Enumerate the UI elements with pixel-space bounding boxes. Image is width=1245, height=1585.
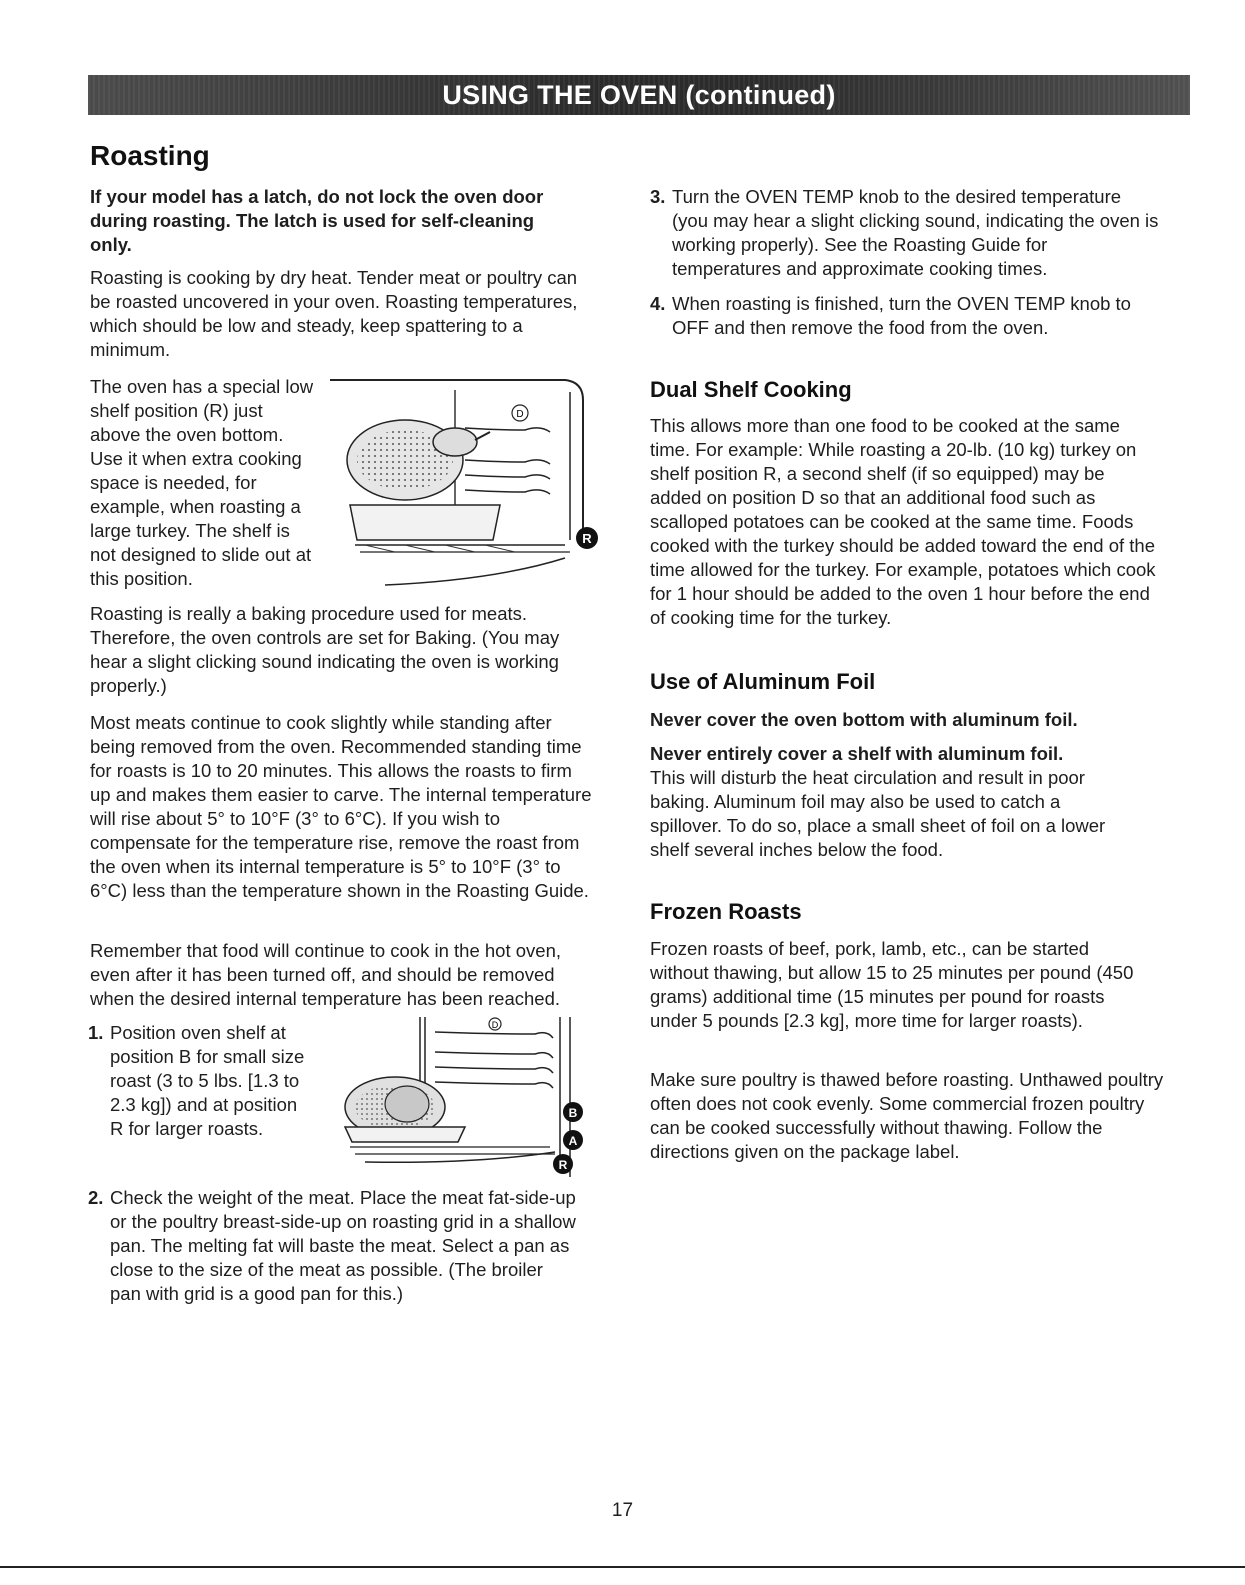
dual-shelf-text: This allows more than one food to be cooked at the same time. For example: While roasting a 20-lb. (10 kg) turkey on shelf position R, a second shelf (if so equipped) may be added on position D so that an additional food such as scalloped potatoes can be cooked at the same time. Foods cooked with the turkey should be added toward the end of the time allowed for the turkey. For example, potatoes which cook for 1 hour should be added to the oven 1 hour before the end of cooking time for the turkey. — [650, 415, 1156, 628]
frozen-roasts-text: Frozen roasts of beef, pork, lamb, etc., can be started without thawing, but allow 15 to 25 minutes per pound (450 grams) additional time (15 minutes per pound for roasts under 5 pounds [2.3 kg], more time for larger roasts). — [650, 938, 1134, 1031]
turkey-oven-svg — [325, 370, 600, 595]
latch-warning: If your model has a latch, do not lock the oven door during roasting. The latch is used for self-cleaning only. — [90, 186, 544, 255]
roast-oven-svg — [325, 1012, 600, 1187]
step-1-number: 1. — [88, 1022, 104, 1043]
step-2 — [88, 1186, 578, 1306]
step-2-number: 2. — [88, 1187, 104, 1208]
page-number: 17 — [611, 1500, 634, 1521]
foil-warning-2: Never entirely cover a shelf with aluminum foil. — [650, 743, 1064, 764]
dual-shelf-heading: Dual Shelf Cooking — [650, 377, 852, 402]
baking-procedure-text: Roasting is really a baking procedure used for meats. Therefore, the oven controls are set for Baking. (You may hear a slight clicking sound indicating the oven is working properly.) — [90, 603, 560, 696]
aluminum-foil-heading: Use of Aluminum Foil — [650, 669, 876, 694]
fig2-label-b: B — [568, 1106, 578, 1120]
fig2-label-r: R — [558, 1158, 568, 1172]
fig2-label-a: A — [568, 1134, 578, 1148]
section-banner — [88, 75, 1190, 115]
bottom-rule — [0, 1566, 1245, 1568]
foil-warning-1: Never cover the oven bottom with aluminum foil. — [650, 709, 1078, 730]
fig2-label-top: D — [491, 1020, 499, 1030]
step-3-text: Turn the OVEN TEMP knob to the desired temperature (you may hear a slight clicking sound, indicating the oven is working properly). See the Roasting Guide for temperatures and approximate cooking times. — [672, 186, 1159, 279]
step-4-text: When roasting is finished, turn the OVEN TEMP knob to OFF and then remove the food from the oven. — [672, 293, 1131, 338]
step-3-number: 3. — [650, 186, 666, 207]
fig1-label-top: D — [516, 409, 524, 420]
step-4-number: 4. — [650, 293, 666, 314]
step-2-text: Check the weight of the meat. Place the meat fat-side-up or the poultry breast-side-up on roasting grid in a shallow pan. The melting fat will baste the meat. Select a pan as close to the size of the meat as possible. (The broiler pan with grid is a good pan for this.) — [110, 1187, 576, 1304]
standing-time-text: Most meats continue to cook slightly while standing after being removed from the oven. Recommended standing time for roasts is 10 to 20 minutes. This allows the roasts to firm up and makes them easier to carve. The internal temperature will rise about 5° to 10°F (3° to 6°C). If you wish to compensate for the temperature rise, remove the roast from the oven when its internal temperature is 5° to 10°F (3° to 6°C) less than the temperature shown in the Roasting Guide. — [90, 712, 592, 901]
step-1-text: Position oven shelf at position B for small size roast (3 to 5 lbs. [1.3 to 2.3 kg]) and at position R for larger roasts. — [110, 1022, 305, 1139]
banner-title: USING THE OVEN (continued) — [442, 79, 836, 110]
foil-text: This will disturb the heat circulation and result in poor baking. Aluminum foil may also be used to catch a spillover. To do so, place a small sheet of foil on a lower shelf several inches below the food. — [650, 767, 1106, 860]
poultry-thaw-text: Make sure poultry is thawed before roasting. Unthawed poultry often does not cook evenly. Some commercial frozen poultry can be cooked successfully without thawing. Follow the directions given on the package label. — [650, 1069, 1164, 1162]
frozen-roasts-heading: Frozen Roasts — [650, 899, 802, 924]
fig1-label-r: R — [582, 531, 592, 546]
step-1 — [88, 1021, 308, 1141]
roast-oven-illustration — [325, 1012, 600, 1187]
step-3 — [650, 185, 1160, 281]
continue-cooking-text: Remember that food will continue to cook in the hot oven, even after it has been turned off, and should be removed when the desired internal temperature has been reached. — [90, 940, 561, 1009]
roasting-intro: Roasting is cooking by dry heat. Tender meat or poultry can be roasted uncovered in your oven. Roasting temperatures, which should be low and steady, keep spattering to a minimum. — [90, 267, 578, 360]
step-4 — [650, 292, 1160, 340]
low-shelf-text: The oven has a special low shelf position (R) just above the oven bottom. Use it when extra cooking space is needed, for example, when roasting a large turkey. The shelf is not designed to slide out at this position. — [90, 376, 314, 589]
roasting-heading: Roasting — [90, 140, 210, 171]
turkey-oven-illustration — [325, 370, 600, 595]
